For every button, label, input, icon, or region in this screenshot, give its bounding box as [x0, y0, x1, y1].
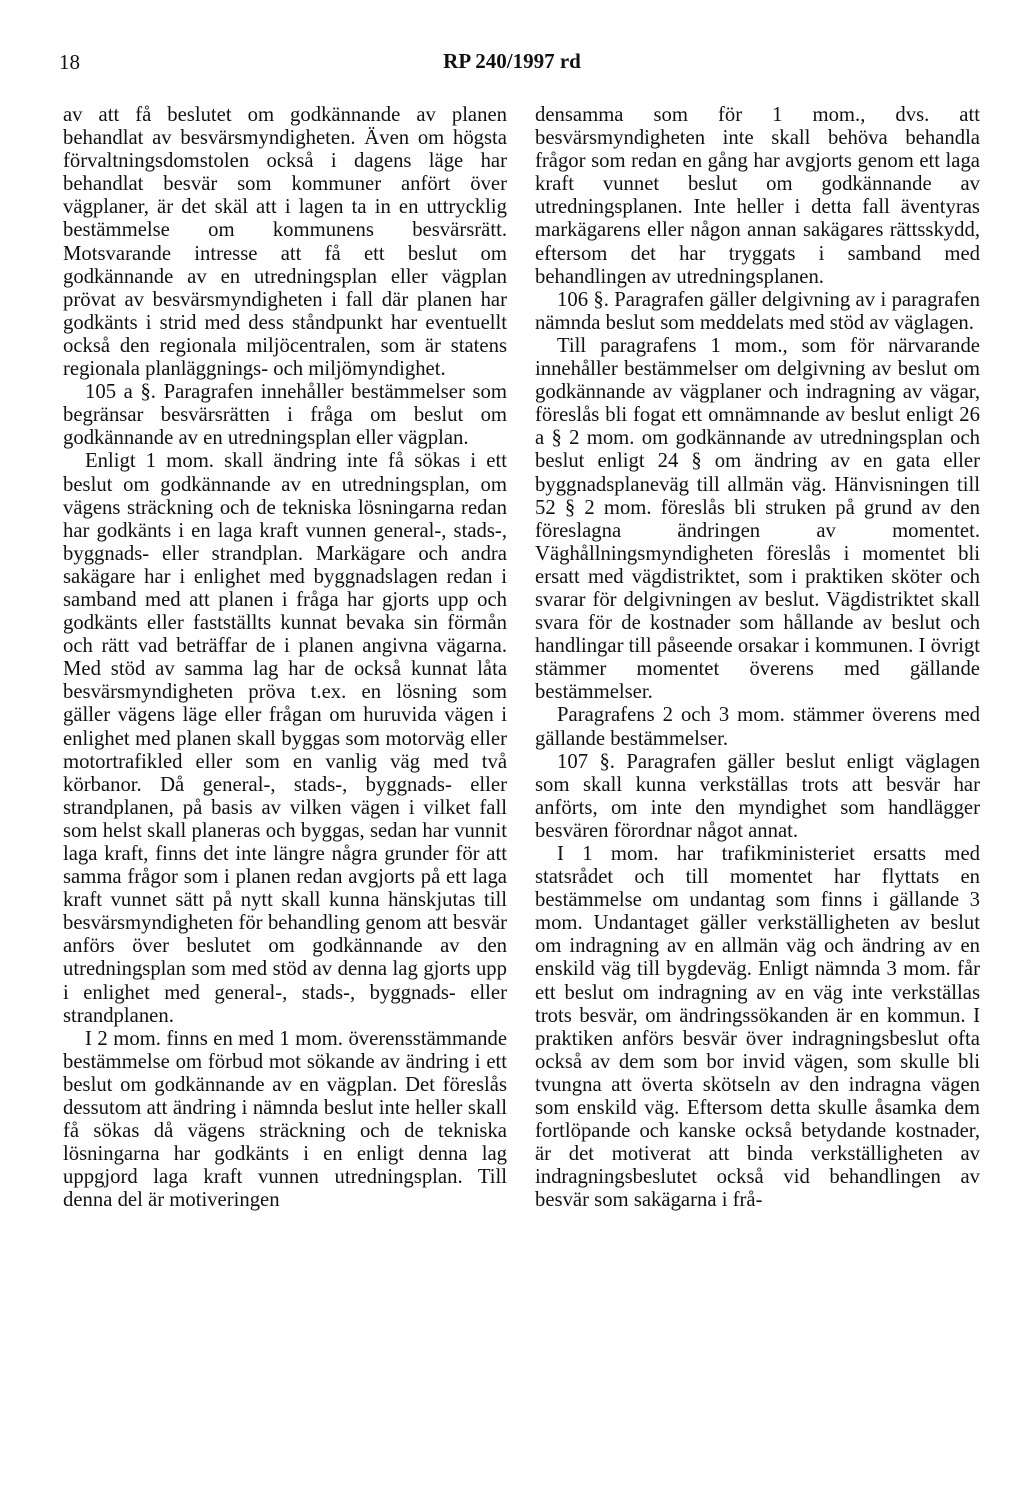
running-title: RP 240/1997 rd — [443, 49, 581, 73]
paragraph: 106 §. Paragrafen gäller delgivning av i paragrafen nämnda beslut som meddelats med stöd av väglagen. — [535, 288, 980, 334]
paragraph: I 2 mom. finns en med 1 mom. överensstämmande bestämmelse om förbud mot sökande av ändring i ett beslut om godkännande av en vägplan. Det föreslås dessutom att ändring i nämnda beslut inte heller skall få sökas då vägens sträckning och de tekniska lösningarna har godkänts i en enligt denna lag uppgjord laga kraft vunnen utredningsplan. Till denna del är motiveringen — [63, 1027, 507, 1212]
paragraph: I 1 mom. har trafikministeriet ersatts med statsrådet och till momentet har flyttats en bestämmelse om undantag som finns i gällande 3 mom. Undantaget gäller verkställigheten av beslut om indragning av en allmän väg och ändring av en enskild väg till bygdeväg. Enligt nämnda 3 mom. får ett beslut om indragning av en väg inte verkställas trots besvär, om ändringssökanden är en kommun. I praktiken anförs besvär över indragningsbeslut ofta också av dem som bor invid vägen, som skulle bli tvungna att överta skötseln av den indragna vägen som enskild väg. Eftersom detta skulle åsamka dem fortlöpande och kanske också betydande kostnader, är det motiverat att binda verkställigheten av indragningsbeslutet också vid behandlingen av besvär som sakägarna i frå- — [535, 843, 980, 1212]
paragraph: Till paragrafens 1 mom., som för närvarande innehåller bestämmelser om delgivning av beslut om godkännande av vägplaner och indragning av vägar, föreslås bli fogat ett omnämnande av beslut enligt 26 a § 2 mom. om godkännande av utredningsplan och beslut enligt 24 § om ändring av en gata eller byggnadsplaneväg till allmän väg. Hänvisningen till 52 § 2 mom. föreslås bli struken på grund av den föreslagna ändringen av momentet. Väghållningsmyndigheten föreslås i momentet bli ersatt med vägdistriktet, som i praktiken sköter och svarar för delgivningen av beslut. Vägdistriktet skall svara för de kostnader som hållande av beslut och handlingar till påseende orsakar i kommunen. I övrigt stämmer momentet överens med gällande bestämmelser. — [535, 334, 980, 704]
paragraph: 107 §. Paragrafen gäller beslut enligt väglagen som skall kunna verkställas trots att besvär har anförts, om inte den myndighet som handlägger besvären förordnar något annat. — [535, 750, 980, 842]
right-column — [535, 104, 980, 1213]
page-number: 18 — [59, 50, 80, 74]
paragraph: 105 a §. Paragrafen innehåller bestämmelser som begränsar besvärsrätten i fråga om beslut om godkännande av en utredningsplan eller vägplan. — [63, 381, 507, 450]
paragraph: Enligt 1 mom. skall ändring inte få sökas i ett beslut om godkännande av en utredningsplan, om vägens sträckning och de tekniska lösningarna redan har godkänts i en laga kraft vunnen general-, stads-, byggnads- eller strandplan. Markägare och andra sakägare har i enlighet med byggnadslagen redan i samband med att planen i fråga har gjorts upp och godkänts eller fastställts kunnat bevaka sin förmån och rätt vad beträffar de i planen angivna vägarna. Med stöd av samma lag har de också kunnat låta besvärsmyndigheten pröva t.ex. en lösning som gäller vägens läge eller frågan om huruvida vägen i enlighet med planen skall byggas som motorväg eller motortrafikled eller som en vanlig väg med två körbanor. Då general-, stads-, byggnads- eller strandplanen, på basis av vilken vägen i vilket fall som helst skall planeras och byggas, sedan har vunnit laga kraft, finns det inte längre några grunder för att samma frågor som i planen redan avgjorts på ett laga kraft vunnet sätt på nytt skall kunna hänskjutas till besvärsmyndigheten för behandling genom att besvär anförs över beslutet om godkännande av den utredningsplan som med stöd av denna lag gjorts upp i enlighet med general-, stads-, byggnads- eller strandplanen. — [63, 450, 507, 1027]
paragraph: Paragrafens 2 och 3 mom. stämmer överens med gällande bestämmelser. — [535, 704, 980, 750]
left-column — [63, 104, 507, 1213]
paragraph: densamma som för 1 mom., dvs. att besvärsmyndigheten inte skall behöva behandla frågor som redan en gång har avgjorts genom ett laga kraft vunnet beslut om godkännande av utredningsplanen. Inte heller i detta fall äventyras markägarens eller någon annan sakägares rättsskydd, eftersom det har tryggats i samband med behandlingen av utredningsplanen. — [535, 104, 980, 288]
paragraph: av att få beslutet om godkännande av planen behandlat av besvärsmyndigheten. Även om högsta förvaltningsdomstolen också i dagens läge har behandlat besvär som kommuner anfört över vägplaner, är det skäl att i lagen ta in en uttrycklig bestämmelse om kommunens besvärsrätt. Motsvarande intresse att få ett beslut om godkännande av en utredningsplan eller vägplan prövat av besvärsmyndigheten i fall där planen har godkänts i strid med dess ståndpunkt har eventuellt också den regionala miljöcentralen, som är statens regionala planläggnings- och miljömyndighet. — [63, 104, 507, 381]
